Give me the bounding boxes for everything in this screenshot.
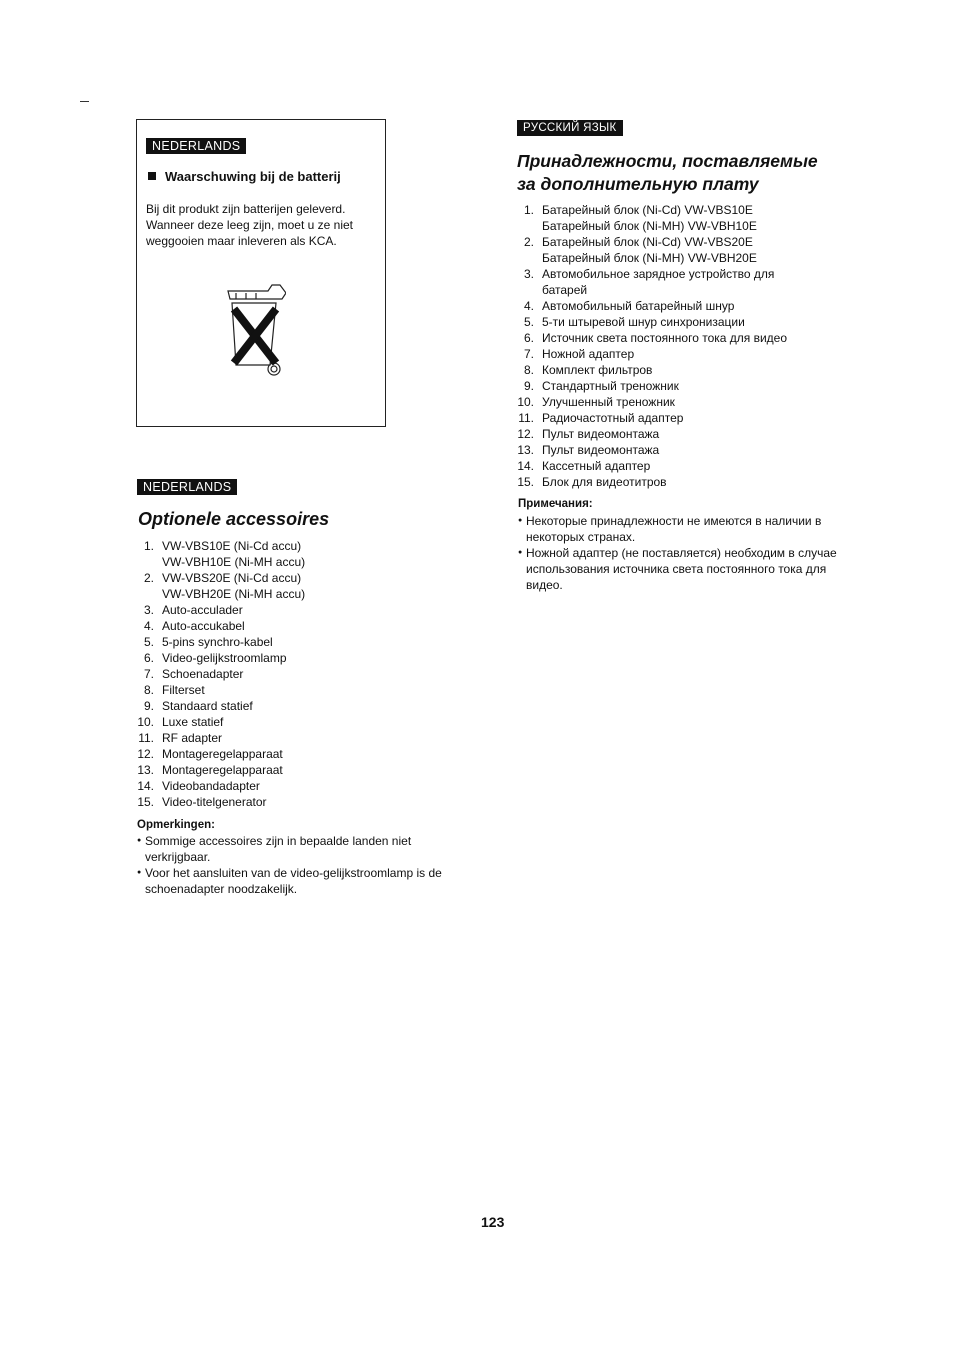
list-item-number: 1. (143, 539, 154, 553)
list-item-number: 2. (523, 235, 534, 249)
list-item (136, 682, 305, 698)
list-item-text: VW-VBH20E (Ni-MH accu) (162, 587, 306, 601)
list-item-number: 8. (523, 363, 534, 377)
list-item-text: Комплект фильтров (542, 363, 653, 377)
list-item (136, 762, 305, 778)
list-item (516, 426, 787, 442)
list-item (516, 394, 787, 410)
notes-title-ru: Примечания: (518, 498, 593, 510)
list-item-text: Блок для видеотитров (542, 475, 667, 489)
list-item (516, 442, 787, 458)
list-item-text: Auto-acculader (162, 603, 243, 617)
note-item: ● Некоторые принадлежности не имеются в наличии в некоторых странах. (518, 513, 848, 545)
list-item-text: 5-ти штыревой шнур синхронизации (542, 315, 745, 329)
list-item (136, 714, 305, 730)
notes-title-nl: Opmerkingen: (137, 819, 215, 831)
list-item-text: Video-titelgenerator (162, 795, 267, 809)
list-item (516, 474, 787, 490)
list-item (136, 634, 305, 650)
list-item-number: 15. (517, 475, 534, 489)
list-item-text: батарей (542, 283, 588, 297)
list-item-text: Радиочастотный адаптер (542, 411, 684, 425)
list-item-text: VW-VBH10E (Ni-MH accu) (162, 555, 306, 569)
list-item-text: VW-VBS20E (Ni-Cd accu) (162, 571, 302, 585)
list-item-number: 6. (143, 651, 154, 665)
list-item-number: 12. (137, 747, 154, 761)
list-item (136, 650, 305, 666)
battery-warning-text: Bij dit produkt zijn batterijen geleverd. Wanneer deze leeg zijn, moet u ze niet weggooien maar inleveren als KCA. (146, 202, 354, 248)
list-item-text: Ножной адаптер (542, 347, 635, 361)
list-item-number: 7. (523, 347, 534, 361)
notes-list-nl (137, 833, 447, 897)
list-item (516, 298, 787, 314)
list-item-text: Schoenadapter (162, 667, 244, 681)
accessory-list-nl (136, 538, 305, 810)
page-number: 123 (481, 1214, 505, 1230)
list-item (516, 234, 787, 266)
list-item (136, 730, 305, 746)
list-item-text: Пульт видеомонтажа (542, 443, 660, 457)
list-item-number: 4. (523, 299, 534, 313)
list-item-number: 10. (517, 395, 534, 409)
list-item-text: Автомобильное зарядное устройство для (542, 267, 775, 281)
list-item-number: 11. (138, 731, 154, 745)
list-item-number: 4. (143, 619, 154, 633)
list-item (516, 346, 787, 362)
list-item-text: Luxe statief (162, 715, 224, 729)
list-item-text: Standaard statief (162, 699, 253, 713)
section-heading-nl: Optionele accessoires (138, 509, 330, 529)
list-item-number: 2. (143, 571, 154, 585)
list-item-text: 5-pins synchro-kabel (162, 635, 273, 649)
list-item-number: 13. (137, 763, 154, 777)
list-item (516, 410, 787, 426)
list-item-number: 12. (517, 427, 534, 441)
list-item-number: 13. (517, 443, 534, 457)
battery-warning-title: Waarschuwing bij de batterij (148, 169, 341, 184)
list-item-number: 9. (523, 379, 534, 393)
list-item-number: 1. (523, 203, 534, 217)
list-item-number: 3. (143, 603, 154, 617)
list-item-number: 5. (143, 635, 154, 649)
list-item-number: 10. (137, 715, 154, 729)
list-item (516, 314, 787, 330)
list-item-text: Auto-accukabel (162, 619, 245, 633)
notes-list-ru (518, 513, 848, 593)
list-item-number: 9. (143, 699, 154, 713)
list-item (516, 330, 787, 346)
list-item-number: 14. (137, 779, 154, 793)
list-item-text: VW-VBS10E (Ni-Cd accu) (162, 539, 302, 553)
list-item (516, 266, 787, 298)
list-item-text: Videobandadapter (162, 779, 260, 793)
list-item-text: RF adapter (162, 731, 223, 745)
list-item (516, 458, 787, 474)
list-item-number: 15. (137, 795, 154, 809)
bullet-square-icon (148, 172, 156, 180)
list-item-number: 5. (523, 315, 534, 329)
margin-mark (80, 101, 89, 102)
list-item-number: 14. (517, 459, 534, 473)
list-item-text: Стандартный треножник (542, 379, 679, 393)
list-item-number: 3. (523, 267, 534, 281)
list-item-text: Автомобильный батарейный шнур (542, 299, 735, 313)
list-item-text: Montageregelapparaat (162, 747, 283, 761)
list-item-text: Улучшенный треножник (542, 395, 675, 409)
crossed-out-bin-icon (222, 283, 286, 388)
list-item (516, 202, 787, 234)
list-item-text: Кассетный адаптер (542, 459, 651, 473)
list-item (136, 666, 305, 682)
list-item (136, 698, 305, 714)
list-item (136, 538, 305, 570)
list-item (136, 794, 305, 810)
list-item (136, 618, 305, 634)
list-item-text: Батарейный блок (Ni-Cd) VW-VBS10E (542, 203, 753, 217)
list-item (136, 570, 305, 602)
list-item-text: Filterset (162, 683, 205, 697)
note-item: ● Sommige accessoires zijn in bepaalde landen niet verkrijgbaar. (137, 833, 447, 865)
language-badge-nl-box: NEDERLANDS (146, 138, 246, 154)
list-item-number: 6. (523, 331, 534, 345)
note-item: ● Voor het aansluiten van de video-gelijkstroomlamp is de schoenadapter noodzakelijk. (137, 865, 447, 897)
list-item-text: Батарейный блок (Ni-MH) VW-VBH10E (542, 219, 757, 233)
list-item-text: Батарейный блок (Ni-MH) VW-VBH20E (542, 251, 757, 265)
list-item (516, 362, 787, 378)
list-item-text: Источник света постоянного тока для видео (542, 331, 788, 345)
list-item-number: 8. (143, 683, 154, 697)
language-badge-ru: РУССКИЙ ЯЗЫК (517, 120, 623, 136)
list-item-text: Пульт видеомонтажа (542, 427, 660, 441)
language-badge-nl: NEDERLANDS (137, 479, 237, 495)
list-item-text: Батарейный блок (Ni-Cd) VW-VBS20E (542, 235, 753, 249)
section-heading-ru: Принадлежности, поставляемые за дополнительную плату (517, 151, 818, 194)
list-item-number: 7. (143, 667, 154, 681)
list-item-text: Montageregelapparaat (162, 763, 283, 777)
list-item (136, 602, 305, 618)
list-item (136, 746, 305, 762)
accessory-list-ru (516, 202, 787, 490)
list-item-text: Video-gelijkstroomlamp (162, 651, 287, 665)
note-item: ● Ножной адаптер (не поставляется) необходим в случае использования источника света постоянного тока для видео. (518, 545, 848, 593)
list-item (136, 778, 305, 794)
list-item (516, 378, 787, 394)
list-item-number: 11. (518, 411, 534, 425)
